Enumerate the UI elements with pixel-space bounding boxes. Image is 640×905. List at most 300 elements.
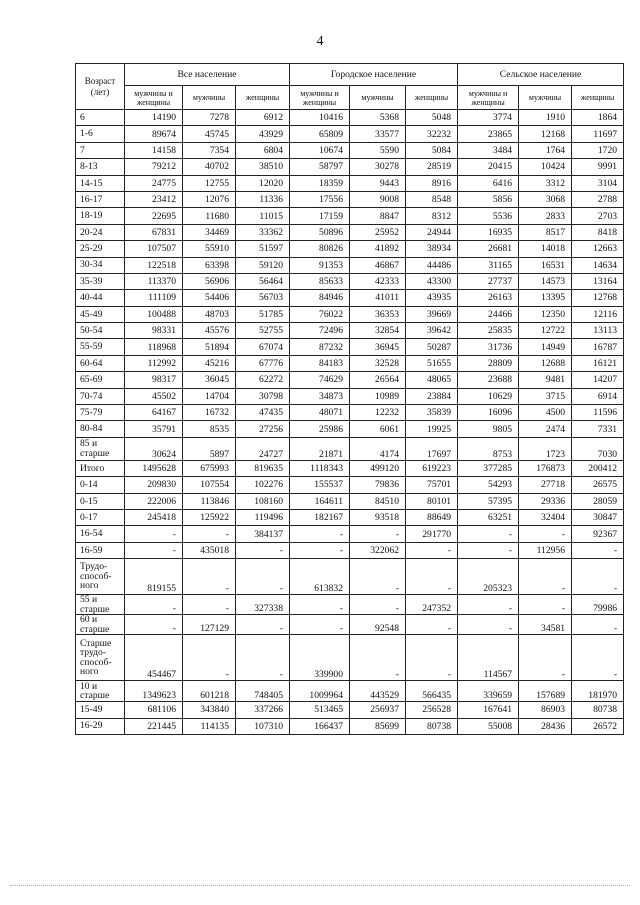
value-cell: 127129 xyxy=(183,615,236,635)
table-header xyxy=(76,64,624,110)
value-cell: 4174 xyxy=(350,437,406,460)
value-cell: 7354 xyxy=(183,142,236,158)
age-cell: 55-59 xyxy=(76,339,125,355)
value-cell: - xyxy=(458,595,519,615)
age-cell: 16-54 xyxy=(76,526,125,542)
value-cell: - xyxy=(406,635,458,681)
value-cell: 45576 xyxy=(183,323,236,339)
value-cell: 14949 xyxy=(519,339,572,355)
table-row xyxy=(76,702,624,718)
value-cell: 47435 xyxy=(236,405,290,421)
value-cell: 28436 xyxy=(519,718,572,734)
age-cell: 25-29 xyxy=(76,241,125,257)
value-cell: 384137 xyxy=(236,526,290,542)
value-cell: 42333 xyxy=(350,273,406,289)
table-row xyxy=(76,175,624,191)
value-cell: 107310 xyxy=(236,718,290,734)
value-cell: 45216 xyxy=(183,355,236,371)
value-cell: 21871 xyxy=(290,437,350,460)
value-cell: 41892 xyxy=(350,241,406,257)
table-row xyxy=(76,388,624,404)
value-cell: 322062 xyxy=(350,542,406,558)
value-cell: 33577 xyxy=(350,126,406,142)
value-cell: 92367 xyxy=(572,526,624,542)
value-cell: 8847 xyxy=(350,208,406,224)
table-row xyxy=(76,559,624,595)
value-cell: 10674 xyxy=(290,142,350,158)
value-cell: - xyxy=(125,595,183,615)
value-cell: 339900 xyxy=(290,635,350,681)
value-cell: 34873 xyxy=(290,388,350,404)
value-cell: 443529 xyxy=(350,681,406,702)
value-cell: 5590 xyxy=(350,142,406,158)
table-row xyxy=(76,595,624,615)
table-row xyxy=(76,110,624,126)
value-cell: 222006 xyxy=(125,493,183,509)
value-cell: 30798 xyxy=(236,388,290,404)
table-row xyxy=(76,224,624,240)
value-cell: 167641 xyxy=(458,702,519,718)
age-cell: 65-69 xyxy=(76,372,125,388)
value-cell: 12116 xyxy=(572,306,624,322)
value-cell: 499120 xyxy=(350,460,406,476)
value-cell: - xyxy=(236,615,290,635)
value-cell: 16787 xyxy=(572,339,624,355)
age-cell: 45-49 xyxy=(76,306,125,322)
value-cell: 74629 xyxy=(290,372,350,388)
value-cell: 25952 xyxy=(350,224,406,240)
table-row xyxy=(76,493,624,509)
value-cell: 92548 xyxy=(350,615,406,635)
table-row xyxy=(76,208,624,224)
value-cell: 28809 xyxy=(458,355,519,371)
value-cell: 6912 xyxy=(236,110,290,126)
age-cell: 85 и старше xyxy=(76,437,125,460)
value-cell: 166437 xyxy=(290,718,350,734)
value-cell: 11697 xyxy=(572,126,624,142)
value-cell: 16531 xyxy=(519,257,572,273)
subheader-men: мужчины xyxy=(183,86,236,110)
value-cell: 113846 xyxy=(183,493,236,509)
subheader-both: мужчины и женщины xyxy=(290,86,350,110)
value-cell: 114567 xyxy=(458,635,519,681)
value-cell: 819635 xyxy=(236,460,290,476)
footer-divider xyxy=(10,885,630,886)
age-cell: 1-6 xyxy=(76,126,125,142)
subheader-both: мужчины и женщины xyxy=(458,86,519,110)
value-cell: 39642 xyxy=(406,323,458,339)
value-cell: 3104 xyxy=(572,175,624,191)
value-cell: 1495628 xyxy=(125,460,183,476)
table-row xyxy=(76,290,624,306)
value-cell: - xyxy=(183,595,236,615)
value-cell: 26681 xyxy=(458,241,519,257)
value-cell: 7331 xyxy=(572,421,624,437)
table-row xyxy=(76,323,624,339)
table-row xyxy=(76,718,624,734)
value-cell: 51655 xyxy=(406,355,458,371)
value-cell: 454467 xyxy=(125,635,183,681)
value-cell: 435018 xyxy=(183,542,236,558)
value-cell: 30624 xyxy=(125,437,183,460)
value-cell: 12688 xyxy=(519,355,572,371)
value-cell: 9805 xyxy=(458,421,519,437)
age-cell: 55 и старше xyxy=(76,595,125,615)
value-cell: 1764 xyxy=(519,142,572,158)
value-cell: 8517 xyxy=(519,224,572,240)
value-cell: 112992 xyxy=(125,355,183,371)
value-cell: 87232 xyxy=(290,339,350,355)
age-column-header: Возраст (лет) xyxy=(76,64,125,110)
value-cell: 39669 xyxy=(406,306,458,322)
value-cell: - xyxy=(458,542,519,558)
value-cell: 205323 xyxy=(458,559,519,595)
value-cell: 122518 xyxy=(125,257,183,273)
value-cell: 113370 xyxy=(125,273,183,289)
value-cell: 28059 xyxy=(572,493,624,509)
value-cell: 75701 xyxy=(406,477,458,493)
value-cell: 8312 xyxy=(406,208,458,224)
table-row xyxy=(76,273,624,289)
value-cell: 566435 xyxy=(406,681,458,702)
value-cell: 25986 xyxy=(290,421,350,437)
population-table xyxy=(75,63,624,735)
table-row xyxy=(76,372,624,388)
value-cell: 17159 xyxy=(290,208,350,224)
age-cell: 15-49 xyxy=(76,702,125,718)
table-body xyxy=(76,110,624,735)
value-cell: - xyxy=(183,635,236,681)
value-cell: 10424 xyxy=(519,159,572,175)
age-cell: 50-54 xyxy=(76,323,125,339)
value-cell: 26575 xyxy=(572,477,624,493)
value-cell: 63398 xyxy=(183,257,236,273)
age-cell: 0-14 xyxy=(76,477,125,493)
value-cell: 23412 xyxy=(125,191,183,207)
table-row xyxy=(76,405,624,421)
value-cell: 681106 xyxy=(125,702,183,718)
value-cell: 67776 xyxy=(236,355,290,371)
value-cell: 54293 xyxy=(458,477,519,493)
value-cell: 12350 xyxy=(519,306,572,322)
value-cell: - xyxy=(125,526,183,542)
value-cell: 10416 xyxy=(290,110,350,126)
value-cell: 112956 xyxy=(519,542,572,558)
age-cell: Итого xyxy=(76,460,125,476)
value-cell: 89674 xyxy=(125,126,183,142)
value-cell: 88649 xyxy=(406,509,458,525)
value-cell: 32232 xyxy=(406,126,458,142)
value-cell: 58797 xyxy=(290,159,350,175)
value-cell: 12722 xyxy=(519,323,572,339)
value-cell: 43300 xyxy=(406,273,458,289)
value-cell: 84183 xyxy=(290,355,350,371)
age-cell: 75-79 xyxy=(76,405,125,421)
value-cell: 17697 xyxy=(406,437,458,460)
value-cell: 11680 xyxy=(183,208,236,224)
value-cell: 30278 xyxy=(350,159,406,175)
value-cell: 11596 xyxy=(572,405,624,421)
age-cell: 60-64 xyxy=(76,355,125,371)
value-cell: 98317 xyxy=(125,372,183,388)
value-cell: - xyxy=(572,559,624,595)
value-cell: - xyxy=(350,635,406,681)
value-cell: 33362 xyxy=(236,224,290,240)
value-cell: 107554 xyxy=(183,477,236,493)
value-cell: - xyxy=(290,615,350,635)
value-cell: 619223 xyxy=(406,460,458,476)
age-cell: 16-17 xyxy=(76,191,125,207)
value-cell: - xyxy=(125,615,183,635)
table-row xyxy=(76,257,624,273)
value-cell: 84946 xyxy=(290,290,350,306)
age-cell: 35-39 xyxy=(76,273,125,289)
value-cell: 100488 xyxy=(125,306,183,322)
value-cell: - xyxy=(572,615,624,635)
value-cell: 18359 xyxy=(290,175,350,191)
value-cell: 36945 xyxy=(350,339,406,355)
value-cell: 59120 xyxy=(236,257,290,273)
age-cell: 16-59 xyxy=(76,542,125,558)
value-cell: 11336 xyxy=(236,191,290,207)
value-cell: 102276 xyxy=(236,477,290,493)
value-cell: 12076 xyxy=(183,191,236,207)
value-cell: 8916 xyxy=(406,175,458,191)
value-cell: 13113 xyxy=(572,323,624,339)
value-cell: 67831 xyxy=(125,224,183,240)
value-cell: 5368 xyxy=(350,110,406,126)
value-cell: 85633 xyxy=(290,273,350,289)
value-cell: 22695 xyxy=(125,208,183,224)
value-cell: 337266 xyxy=(236,702,290,718)
value-cell: 43929 xyxy=(236,126,290,142)
value-cell: 1910 xyxy=(519,110,572,126)
value-cell: 118968 xyxy=(125,339,183,355)
value-cell: 9991 xyxy=(572,159,624,175)
group-header-total: Все население xyxy=(125,64,290,86)
table-row xyxy=(76,241,624,257)
value-cell: 79212 xyxy=(125,159,183,175)
value-cell: 31736 xyxy=(458,339,519,355)
value-cell: 3774 xyxy=(458,110,519,126)
value-cell: 3068 xyxy=(519,191,572,207)
value-cell: 155537 xyxy=(290,477,350,493)
value-cell: 2703 xyxy=(572,208,624,224)
value-cell: 34581 xyxy=(519,615,572,635)
value-cell: 50896 xyxy=(290,224,350,240)
value-cell: 43935 xyxy=(406,290,458,306)
value-cell: - xyxy=(183,526,236,542)
value-cell: 1864 xyxy=(572,110,624,126)
value-cell: 9481 xyxy=(519,372,572,388)
value-cell: 72496 xyxy=(290,323,350,339)
value-cell: 76022 xyxy=(290,306,350,322)
value-cell: 125922 xyxy=(183,509,236,525)
value-cell: 32854 xyxy=(350,323,406,339)
value-cell: 98331 xyxy=(125,323,183,339)
value-cell: 17556 xyxy=(290,191,350,207)
table-row xyxy=(76,191,624,207)
value-cell: 56464 xyxy=(236,273,290,289)
table-row xyxy=(76,339,624,355)
age-cell: 18-19 xyxy=(76,208,125,224)
value-cell: 200412 xyxy=(572,460,624,476)
value-cell: 16096 xyxy=(458,405,519,421)
value-cell: 51785 xyxy=(236,306,290,322)
age-cell: 0-15 xyxy=(76,493,125,509)
value-cell: 13395 xyxy=(519,290,572,306)
value-cell: 114135 xyxy=(183,718,236,734)
value-cell: 176873 xyxy=(519,460,572,476)
value-cell: 14704 xyxy=(183,388,236,404)
value-cell: 27256 xyxy=(236,421,290,437)
value-cell: - xyxy=(236,559,290,595)
value-cell: 5084 xyxy=(406,142,458,158)
value-cell: 80738 xyxy=(572,702,624,718)
value-cell: - xyxy=(572,542,624,558)
age-cell: 20-24 xyxy=(76,224,125,240)
value-cell: 26564 xyxy=(350,372,406,388)
value-cell: 3312 xyxy=(519,175,572,191)
value-cell: 36353 xyxy=(350,306,406,322)
value-cell: 85699 xyxy=(350,718,406,734)
value-cell: 19925 xyxy=(406,421,458,437)
table-row xyxy=(76,159,624,175)
table-row xyxy=(76,460,624,476)
value-cell: 181970 xyxy=(572,681,624,702)
value-cell: - xyxy=(406,615,458,635)
table-row xyxy=(76,635,624,681)
age-cell: Старше трудо-способ-ного xyxy=(76,635,125,681)
table-row xyxy=(76,306,624,322)
value-cell: 14158 xyxy=(125,142,183,158)
value-cell: 24466 xyxy=(458,306,519,322)
value-cell: 24775 xyxy=(125,175,183,191)
value-cell: 14207 xyxy=(572,372,624,388)
value-cell: 16732 xyxy=(183,405,236,421)
table-row xyxy=(76,509,624,525)
value-cell: 14634 xyxy=(572,257,624,273)
value-cell: 26572 xyxy=(572,718,624,734)
value-cell: 2788 xyxy=(572,191,624,207)
value-cell: 14018 xyxy=(519,241,572,257)
value-cell: 2474 xyxy=(519,421,572,437)
value-cell: 11015 xyxy=(236,208,290,224)
value-cell: - xyxy=(458,526,519,542)
age-cell: 7 xyxy=(76,142,125,158)
value-cell: 107507 xyxy=(125,241,183,257)
age-cell: 8-13 xyxy=(76,159,125,175)
value-cell: 819155 xyxy=(125,559,183,595)
value-cell: 52755 xyxy=(236,323,290,339)
value-cell: 5536 xyxy=(458,208,519,224)
value-cell: 10629 xyxy=(458,388,519,404)
value-cell: 12232 xyxy=(350,405,406,421)
value-cell: 1723 xyxy=(519,437,572,460)
value-cell: 38510 xyxy=(236,159,290,175)
page-number: 4 xyxy=(316,34,324,49)
value-cell: 16121 xyxy=(572,355,624,371)
value-cell: 247352 xyxy=(406,595,458,615)
value-cell: - xyxy=(406,559,458,595)
group-header-urban: Городское население xyxy=(290,64,458,86)
value-cell: 12768 xyxy=(572,290,624,306)
value-cell: 14190 xyxy=(125,110,183,126)
value-cell: 14573 xyxy=(519,273,572,289)
value-cell: 62272 xyxy=(236,372,290,388)
value-cell: 10989 xyxy=(350,388,406,404)
value-cell: 67074 xyxy=(236,339,290,355)
value-cell: 40702 xyxy=(183,159,236,175)
value-cell: 35791 xyxy=(125,421,183,437)
value-cell: 25835 xyxy=(458,323,519,339)
value-cell: 93518 xyxy=(350,509,406,525)
value-cell: 675993 xyxy=(183,460,236,476)
value-cell: 32404 xyxy=(519,509,572,525)
table-row xyxy=(76,526,624,542)
value-cell: 157689 xyxy=(519,681,572,702)
value-cell: 24727 xyxy=(236,437,290,460)
value-cell: 65809 xyxy=(290,126,350,142)
value-cell: - xyxy=(572,635,624,681)
value-cell: 23884 xyxy=(406,388,458,404)
value-cell: 5856 xyxy=(458,191,519,207)
table-row xyxy=(76,355,624,371)
value-cell: 23865 xyxy=(458,126,519,142)
value-cell: 80101 xyxy=(406,493,458,509)
value-cell: 50287 xyxy=(406,339,458,355)
value-cell: 9443 xyxy=(350,175,406,191)
age-cell: 80-84 xyxy=(76,421,125,437)
value-cell: 64167 xyxy=(125,405,183,421)
value-cell: 23688 xyxy=(458,372,519,388)
age-cell: 40-44 xyxy=(76,290,125,306)
value-cell: 5048 xyxy=(406,110,458,126)
age-cell: 30-34 xyxy=(76,257,125,273)
value-cell: 57395 xyxy=(458,493,519,509)
age-cell: Трудо-способ-ного xyxy=(76,559,125,595)
value-cell: 51597 xyxy=(236,241,290,257)
value-cell: - xyxy=(519,635,572,681)
value-cell: 1009964 xyxy=(290,681,350,702)
value-cell: 12168 xyxy=(519,126,572,142)
value-cell: 209830 xyxy=(125,477,183,493)
subheader-women: женщины xyxy=(572,86,624,110)
value-cell: 182167 xyxy=(290,509,350,525)
subheader-women: женщины xyxy=(236,86,290,110)
value-cell: 111109 xyxy=(125,290,183,306)
value-cell: 343840 xyxy=(183,702,236,718)
value-cell: - xyxy=(406,542,458,558)
value-cell: 34469 xyxy=(183,224,236,240)
value-cell: 91353 xyxy=(290,257,350,273)
value-cell: 6914 xyxy=(572,388,624,404)
value-cell: 28519 xyxy=(406,159,458,175)
age-cell: 70-74 xyxy=(76,388,125,404)
value-cell: 291770 xyxy=(406,526,458,542)
value-cell: 164611 xyxy=(290,493,350,509)
value-cell: 6061 xyxy=(350,421,406,437)
value-cell: 4500 xyxy=(519,405,572,421)
value-cell: - xyxy=(350,526,406,542)
age-cell: 14-15 xyxy=(76,175,125,191)
value-cell: 48065 xyxy=(406,372,458,388)
value-cell: 86903 xyxy=(519,702,572,718)
value-cell: - xyxy=(290,542,350,558)
value-cell: 7278 xyxy=(183,110,236,126)
value-cell: 56906 xyxy=(183,273,236,289)
value-cell: 13164 xyxy=(572,273,624,289)
